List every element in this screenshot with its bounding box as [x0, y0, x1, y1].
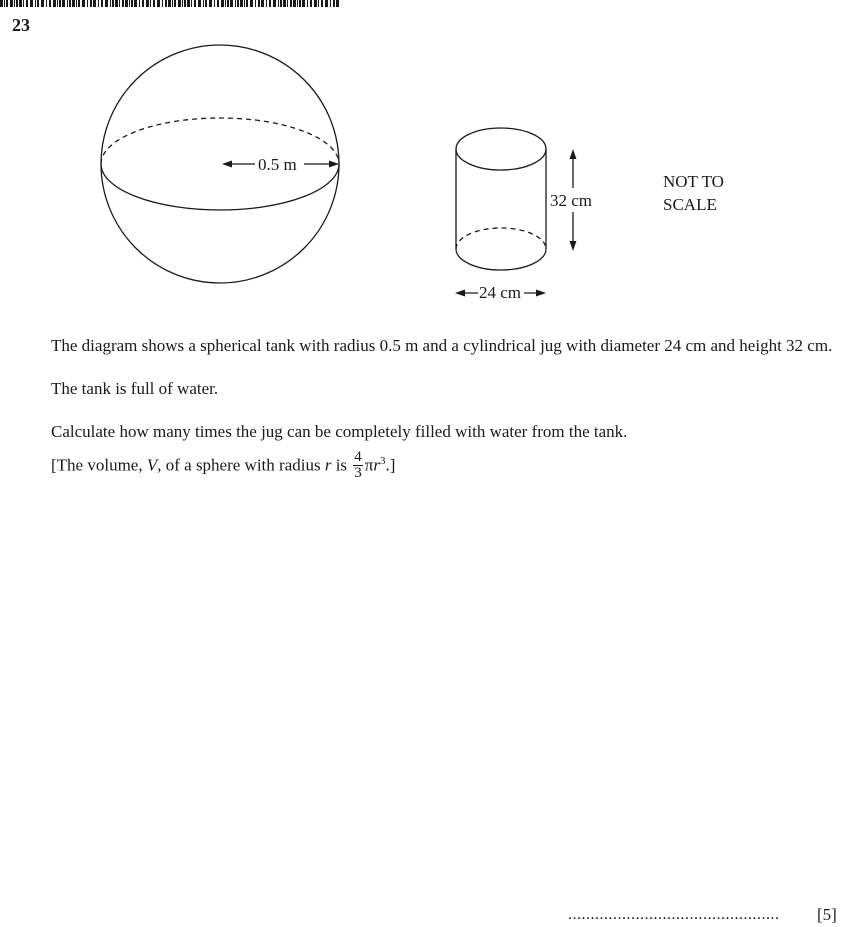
not-to-scale-line2: SCALE — [663, 195, 717, 214]
formula-exponent: 3 — [380, 455, 386, 467]
height-arrowhead-top — [570, 149, 577, 159]
marks-label: [5] — [817, 905, 837, 924]
cylinder-height-label: 32 cm — [550, 191, 593, 210]
formula-hint — [51, 443, 840, 484]
formula-variable-v: V — [146, 455, 158, 475]
formula-variable-r: r — [324, 455, 332, 475]
question-tank-full: The tank is full of water. — [51, 379, 219, 398]
pi-symbol: π — [364, 455, 374, 475]
sphere-equator-front — [101, 164, 339, 210]
not-to-scale-line1: NOT TO — [663, 172, 724, 191]
fraction-numerator: 4 — [354, 449, 362, 466]
sphere-radius-label: 0.5 m — [258, 155, 297, 174]
sphere-outline — [101, 45, 339, 283]
cylinder-top — [456, 128, 546, 170]
radius-arrowhead-left — [222, 161, 232, 168]
radius-arrowhead-right — [329, 161, 339, 168]
fraction-denominator: 3 — [354, 465, 362, 482]
not-to-scale-note — [663, 170, 724, 216]
question-instruction: Calculate how many times the jug can be completely filled with water from the tank. — [51, 422, 628, 441]
answer-line[interactable]: ............................................... — [568, 906, 780, 923]
question-description: The diagram shows a spherical tank with radius 0.5 m and a cylindrical jug with diameter 24 cm and height 32 cm. — [51, 336, 833, 355]
question-figure — [0, 0, 853, 320]
height-arrowhead-bottom — [570, 241, 577, 251]
formula-r: r — [373, 455, 381, 475]
formula-is: is — [331, 455, 352, 475]
formula-fraction — [353, 450, 363, 481]
cylinder-diameter-label: 24 cm — [479, 283, 522, 302]
diameter-arrowhead-left — [455, 290, 465, 297]
sphere-equator-back — [101, 118, 339, 164]
question-number: 23 — [12, 15, 30, 35]
diameter-arrowhead-right — [536, 290, 546, 297]
sphere-diagram — [101, 45, 339, 283]
cylinder-diagram — [455, 128, 577, 297]
formula-prefix: [The volume, — [51, 455, 147, 475]
formula-suffix: .] — [385, 455, 396, 475]
cylinder-base-front — [456, 249, 546, 270]
cylinder-base-back — [456, 228, 546, 249]
formula-mid: , of a sphere with radius — [157, 455, 325, 475]
